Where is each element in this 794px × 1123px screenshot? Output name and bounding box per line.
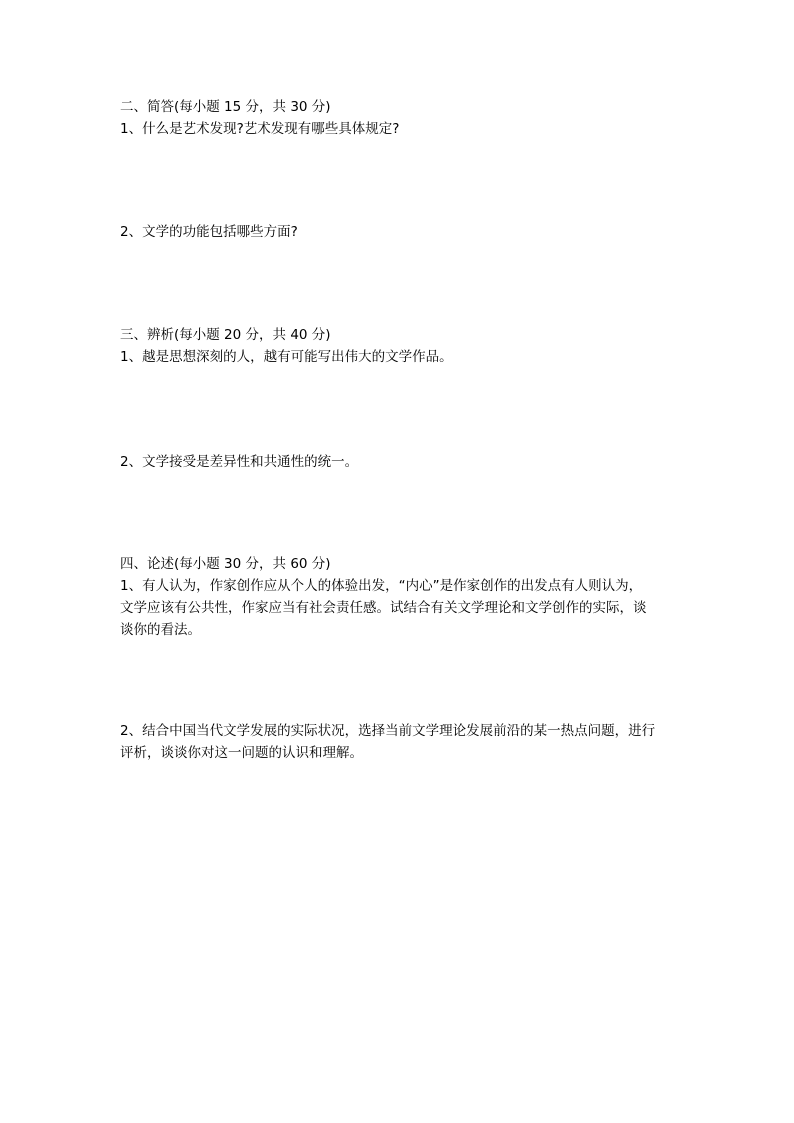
section-4-question-1-line-1: 1、有人认为，作家创作应从个人的体验出发，“内心”是作家创作的出发点有人则认为， [120,578,643,594]
section-4-question-1-line-3: 谈你的看法。 [120,622,201,638]
section-4-question-2-line-2: 评析，谈谈你对这一问题的认识和理解。 [120,745,363,761]
section-3-heading: 三、辨析(每小题 20 分，共 40 分) [120,327,331,343]
section-4-question-1-line-2: 文学应该有公共性，作家应当有社会责任感。试结合有关文学理论和文学创作的实际，谈 [120,600,647,616]
section-4-question-2-line-1: 2、结合中国当代文学发展的实际状况，选择当前文学理论发展前沿的某一热点问题，进行 [120,723,656,739]
section-3-question-2: 2、文学接受是差异性和共通性的统一。 [120,454,359,470]
section-3-question-1: 1、越是思想深刻的人，越有可能写出伟大的文学作品。 [120,349,453,365]
section-2-question-2: 2、文学的功能包括哪些方面? [120,224,298,240]
section-2-heading: 二、简答(每小题 15 分，共 30 分) [120,99,331,115]
section-2-question-1: 1、什么是艺术发现?艺术发现有哪些具体规定? [120,121,400,137]
section-4-heading: 四、论述(每小题 30 分，共 60 分) [120,556,331,572]
